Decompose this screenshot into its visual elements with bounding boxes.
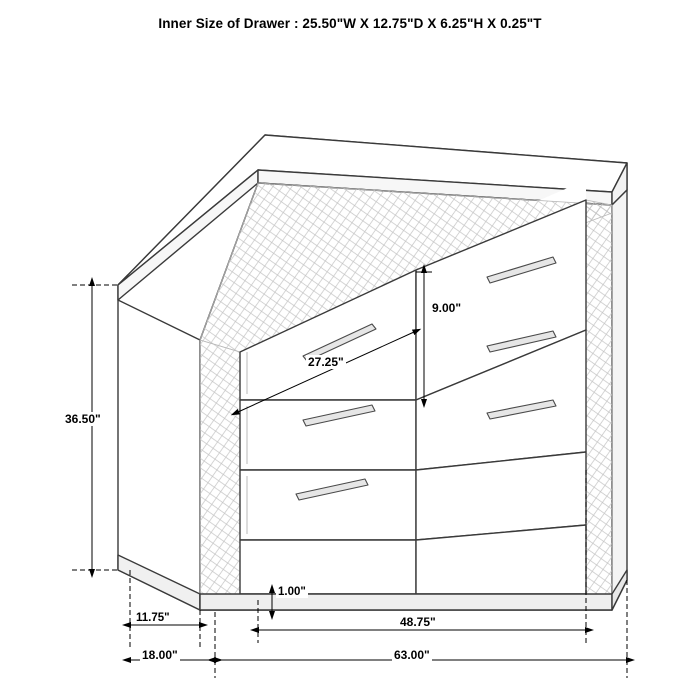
dimension-label-depth-side: 11.75" (136, 612, 170, 624)
right-side-sliver (612, 190, 627, 610)
base-plinth (200, 594, 612, 610)
dimension-label-depth-total: 18.00" (142, 648, 178, 662)
page-title: Inner Size of Drawer : 25.50"W X 12.75"D X 6.25"H X 0.25"T (158, 16, 542, 31)
dimension-label-bank-width: 48.75" (400, 615, 436, 629)
dresser-body (118, 135, 627, 610)
drawer-left-bottom (240, 470, 416, 540)
front-frame-texture-left (200, 340, 240, 594)
dimension-label-drawer-width: 27.25" (308, 355, 344, 369)
front-frame-texture-right (586, 200, 612, 594)
dimension-label-drawer-height: 9.00" (432, 301, 462, 315)
dimension-label-width-total: 63.00" (394, 648, 430, 662)
dimension-label-base-height: 1.00" (278, 586, 306, 598)
drawer-left-base-gap (240, 540, 416, 594)
drawer-left-mid (240, 400, 416, 470)
dimension-label-height: 36.50" (65, 412, 101, 426)
